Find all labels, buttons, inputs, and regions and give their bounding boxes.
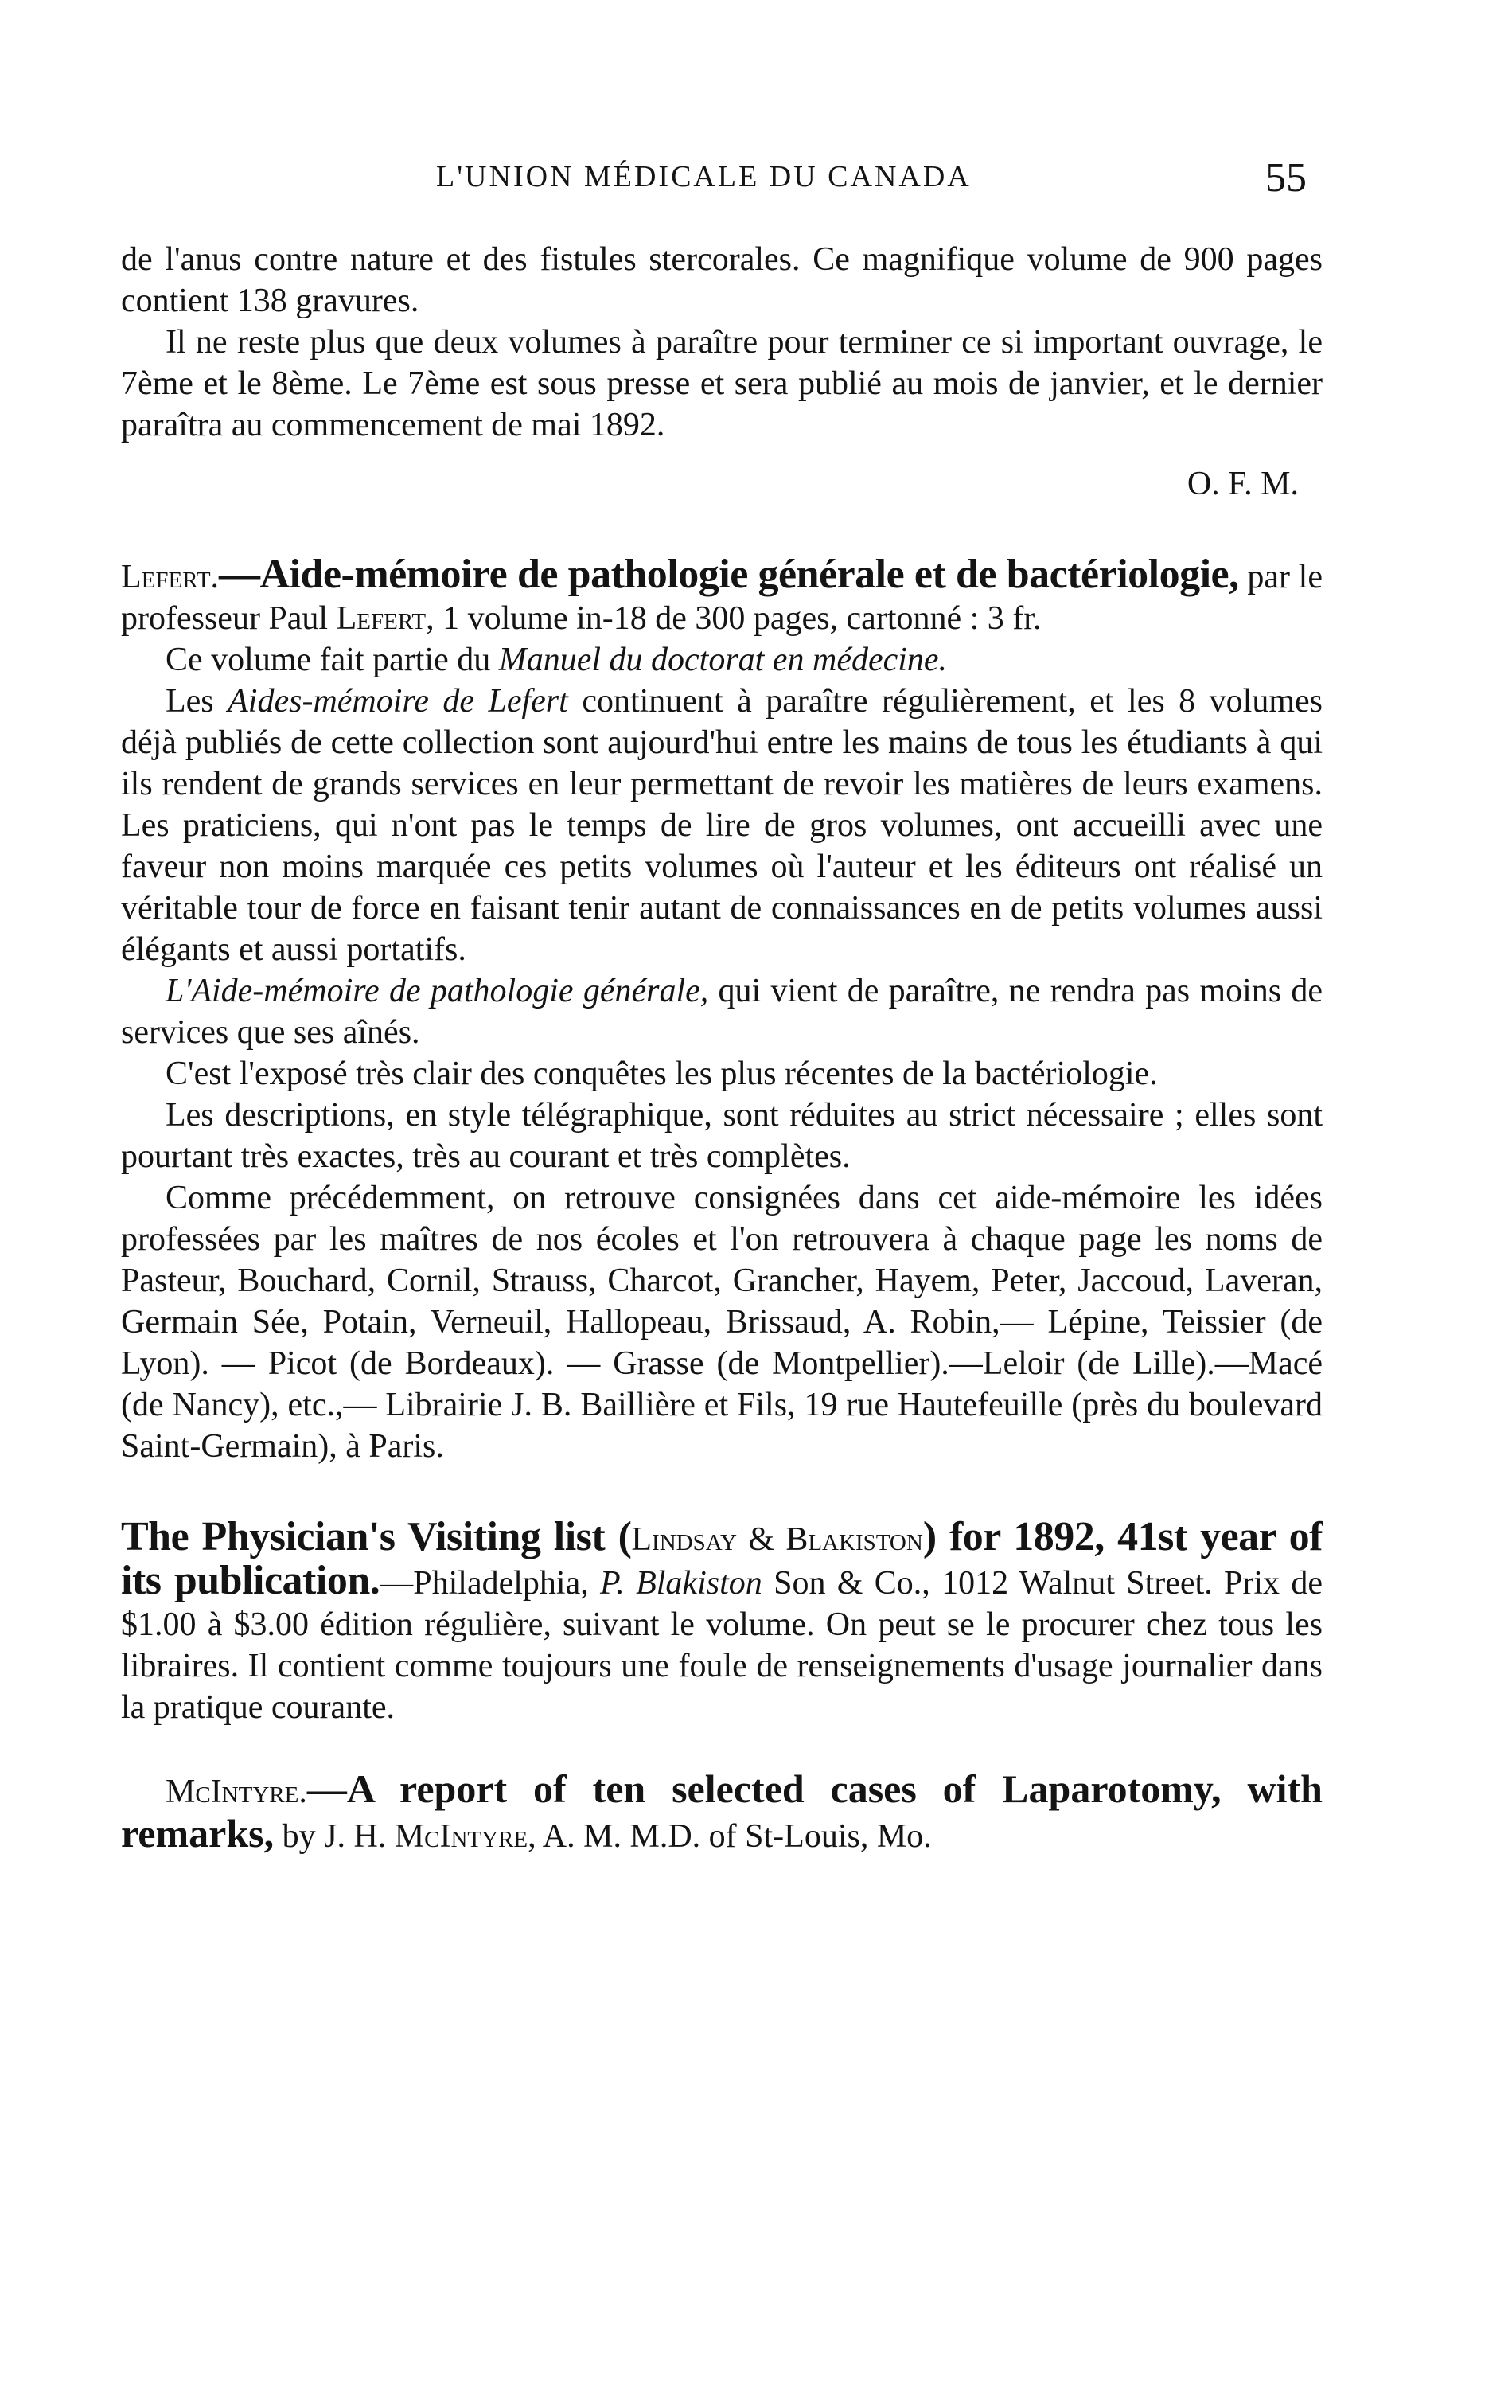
lefert-p2-text: Ce volume fait partie du xyxy=(166,642,499,678)
physicians-entry xyxy=(121,1516,1323,1728)
physicians-publishers: Lindsay & Blakiston xyxy=(631,1521,923,1558)
continuation-paragraph-2: Il ne reste plus que deux volumes à paraître pour terminer ce si important ouvrage, le 7ème et le 8ème. Le 7ème est sous presse et sera publié au mois de janvier, et le dernier paraîtra au commencement de mai 1892. xyxy=(121,324,1323,443)
lefert-paragraph-2 xyxy=(121,639,1323,681)
lefert-p4-italic: L'Aide-mémoire de pathologie générale, xyxy=(166,973,709,1009)
lefert-paragraph-3 xyxy=(121,681,1323,970)
physicians-body-pre: —Philadelphia, xyxy=(380,1565,601,1602)
lefert-paragraph-4 xyxy=(121,970,1323,1053)
physicians-body-italic: P. Blakiston xyxy=(600,1565,762,1602)
running-header xyxy=(0,155,1512,207)
lefert-byline-author: Lefert, xyxy=(336,600,435,637)
lefert-book-title: —Aide-mémoire de pathologie générale et de bactériologie, xyxy=(219,552,1239,597)
lefert-p3-italic: Aides-mémoire de Lefert xyxy=(228,683,568,720)
continuation-paragraph-1: de l'anus contre nature et des fistules stercorales. Ce magnifique volume de 900 pages contient 138 gravures. xyxy=(121,241,1323,319)
lefert-byline-pre: par le professeur Paul xyxy=(121,559,1323,637)
lefert-p3-text-pre: Les xyxy=(166,683,228,720)
mcintyre-report-title: —A report of ten selected cases of Laparotomy, with remarks, xyxy=(121,1766,1323,1856)
lefert-byline-post: 1 volume in-18 de 300 pages, cartonné : 3 fr. xyxy=(434,600,1042,637)
review-signature: O. F. M. xyxy=(1187,466,1299,502)
lefert-p4-text: qui vient de paraître, ne rendra pas moins de services que ses aînés. xyxy=(121,973,1323,1051)
physicians-title-post: ) for 1892, 41st year of its publication. xyxy=(121,1514,1323,1603)
lefert-paragraph-5: C'est l'exposé très clair des conquêtes les plus récentes de la bactériologie. xyxy=(166,1056,1158,1092)
mcintyre-entry xyxy=(121,1768,1323,1857)
lefert-paragraph-7: Comme précédemment, on retrouve consignées dans cet aide-mémoire les idées professées par les maîtres de nos écoles et l'on retrouvera à chaque page les noms de Pasteur, Bouchard, Cornil, Strauss, Charcot, Grancher, Hayem, Peter, Jaccoud, Laveran, Germain Sée, Potain, Verneuil, Hallopeau, Brissaud, A. Robin,— Lépine, Teissier (de Lyon). — Picot (de Bordeaux). — Grasse (de Montpellier).—Leloir (de Lille).—Macé (de Nancy), etc.,— Librairie J. B. Baillière et Fils, 19 rue Hautefeuille (près du boulevard Saint-Germain), à Paris. xyxy=(121,1180,1323,1465)
lefert-p2-italic: Manuel du doctorat en médecine. xyxy=(498,642,948,678)
mcintyre-byline-post: A. M. M.D. of St-Louis, Mo. xyxy=(536,1818,932,1855)
lefert-entry-heading xyxy=(121,554,1323,639)
journal-running-title: L'UNION MÉDICALE DU CANADA xyxy=(436,160,972,193)
lefert-author-tag: Lefert. xyxy=(121,559,220,595)
physicians-title-pre: The Physician's Visiting list ( xyxy=(121,1514,632,1559)
lefert-p3-text-post: continuent à paraître régulièrement, et les 8 volumes déjà publiés de cette collection sont aujourd'hui entre les mains de tous les étudiants à qui ils rendent de grands services en leur permettant de revoir les matières de leurs examens. Les praticiens, qui n'ont pas le temps de lire de gros volumes, ont accueilli avec une faveur non moins marquée ces petits volumes où l'auteur et les éditeurs ont réalisé un véritable tour de force en faisant tenir autant de connaissances en de petits volumes aussi élégants et aussi portatifs. xyxy=(121,683,1323,968)
page-number: 55 xyxy=(1265,155,1307,201)
mcintyre-byline-author: McIntyre, xyxy=(394,1818,536,1855)
lefert-paragraph-6: Les descriptions, en style télégraphique, sont réduites au strict nécessaire ; elles sont pourtant très exactes, très au courant et très complètes. xyxy=(121,1097,1323,1175)
mcintyre-author-tag: McIntyre. xyxy=(166,1774,307,1810)
mcintyre-byline-pre: by J. H. xyxy=(274,1818,395,1855)
text-column xyxy=(121,239,1323,1857)
physicians-body-post: Son & Co., 1012 Walnut Street. Prix de $1.00 à $3.00 édition régulière, suivant le volume. On peut se le procurer chez tous les libraires. Il contient comme toujours une foule de renseignements d'usage journalier dans la pratique courante. xyxy=(121,1565,1323,1726)
